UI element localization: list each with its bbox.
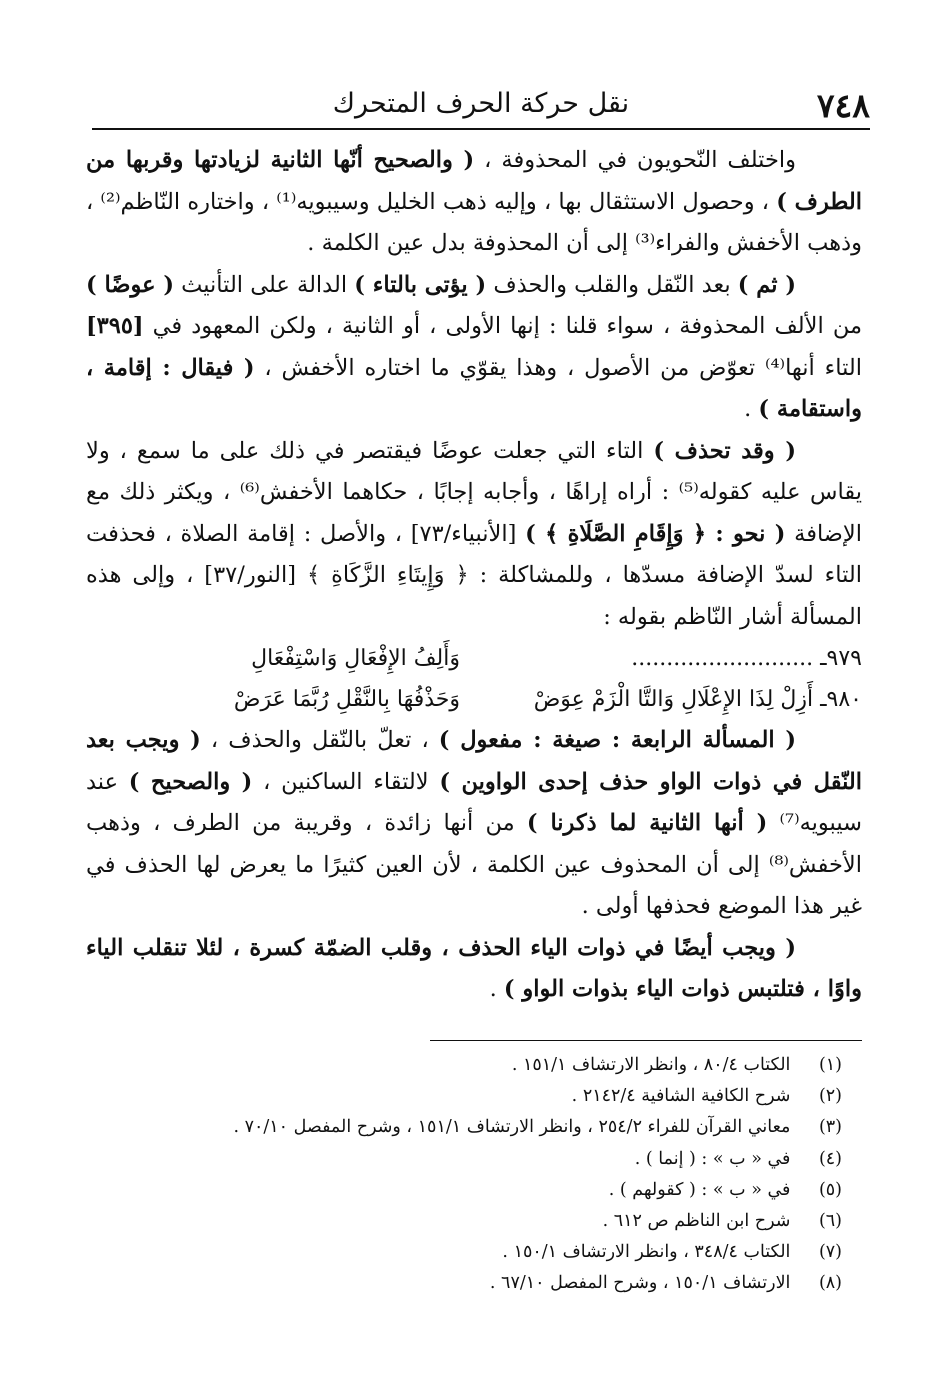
verse-first-hemistich: ٩٨٠ـ أَزِلْ لِذَا الإِعْلَالِ وَالتَّا الْزَمْ عِوَضْ — [533, 687, 862, 712]
footnote-3 — [120, 1112, 842, 1143]
paragraph-1 — [86, 140, 862, 265]
paragraph-5 — [86, 928, 862, 1011]
bold-matn: ( وقد تحذف ) — [653, 437, 796, 464]
paragraph-3 — [86, 431, 862, 639]
bold-matn: ( والصحيح أنّها الثانية لزيادتها وقربها من الطرف ) — [86, 147, 862, 215]
text-run: واختلف النّحويون في المحذوفة ، — [474, 147, 796, 173]
paragraph-2 — [86, 265, 862, 431]
manuscript-page-marker: [٣٩٥] — [86, 313, 144, 339]
footnote-text: الكتاب ٨٠/٤ ، وانظر الارتشاف ١٥١/١ . — [511, 1055, 791, 1075]
text-run: التاء التي جعلت عوضًا فيقتصر في ذلك على ما سمع ، ولا يقاس عليه كقوله⁽⁵⁾ : أراه إراهًا ، وأجابه إجابًا ، حكاهما الأخفش⁽⁶⁾ ، ويكثر ذلك مع الإضافة — [86, 437, 862, 547]
text-run: من الألف المحذوفة ، سواء قلنا : إنها الأولى ، أو الثانية ، ولكن المعهود في — [143, 313, 862, 339]
footnote-text: في « ب » : ( إنما ) . — [634, 1148, 791, 1169]
footnote-2 — [120, 1081, 842, 1112]
footnote-text: شرح الكافية الشافية ٢١٤٢/٤ . — [571, 1086, 791, 1107]
main-text — [86, 140, 862, 1011]
footnote-4 — [120, 1144, 842, 1175]
bold-matn: ( ويجب بعد النّقل في ذوات الواو حذف إحدى الواوين ) — [86, 727, 863, 795]
text-run: . — [489, 976, 504, 1002]
text-run: عند سيبويه⁽⁷⁾ — [86, 768, 862, 836]
paragraph-4 — [86, 720, 862, 928]
footnote-text: شرح ابن الناظم ص ٦١٢ . — [602, 1211, 791, 1232]
footnote-number: (٧) — [818, 1242, 842, 1263]
header-rule — [92, 128, 870, 130]
footnote-text: معاني القرآن للفراء ٢٥٤/٢ ، وانظر الارتشاف ١٥١/١ ، وشرح المفصل ٧٠/١٠ . — [233, 1117, 791, 1138]
text-run: من أنها زائدة ، وقريبة من الطرف ، وذهب الأخفش⁽⁸⁾ إلى أن المحذوف عين الكلمة ، لأن العين كثيرًا ما يعرض لها الحذف في غير هذا الموضع فحذفها أولى . — [86, 810, 862, 919]
bold-matn: ( فيقال : إقامة ، واستقامة ) — [86, 354, 862, 422]
text-run: ، تعلّ بالنّقل والحذف ، — [200, 727, 439, 753]
footnote-number: (٦) — [818, 1211, 842, 1232]
footnote-number: (٤) — [818, 1148, 842, 1169]
footnote-text: الارتشاف ١٥٠/١ ، وشرح المفصل ٦٧/١٠ . — [489, 1273, 791, 1294]
footnote-6 — [120, 1206, 842, 1237]
text-run: بعد النّقل والقلب والحذف — [486, 271, 738, 298]
bold-matn: ( أنها الثانية لما ذكرنا ) — [526, 810, 768, 836]
text-run: . — [744, 396, 759, 422]
text-run: ، وحصول الاستثقال بها ، وإليه ذهب الخليل وسيبويه⁽¹⁾ ، واختاره النّاظم⁽²⁾ ، وذهب الأخفش والفراء⁽³⁾ إلى أن المحذوفة بدل عين الكلمة . — [86, 188, 862, 256]
bold-matn: ( والصحيح ) — [128, 768, 253, 795]
footnotes — [120, 1050, 842, 1300]
verse-second-hemistich: وَأَلِفُ الإِفْعَالِ وَاسْتِفْعَالِ — [251, 646, 460, 671]
page-number: ٧٤٨ — [816, 86, 870, 125]
footnote-5 — [120, 1175, 842, 1206]
bold-matn: ( نحو : ﴿ وَإِقَامِ الصَّلَاةِ ﴾ ) — [525, 520, 786, 547]
verse-980 — [86, 679, 862, 720]
footnote-number: (٨) — [818, 1273, 842, 1294]
bold-matn: ( عوضًا ) — [86, 271, 174, 298]
footnote-number: (١) — [818, 1055, 842, 1075]
text-run: الدالة على التأنيث — [174, 271, 355, 298]
footnote-number: (٣) — [818, 1117, 842, 1138]
footnote-number: (٥) — [818, 1179, 842, 1200]
footnote-text: في « ب » : ( كقولهم ) . — [608, 1179, 791, 1200]
footnote-7 — [120, 1237, 842, 1268]
bold-matn: ( ثم ) — [737, 271, 796, 298]
bold-matn: ( يؤتى بالتاء ) — [354, 271, 487, 298]
text-run: التاء أنها⁽⁴⁾ تعوّض من الأصول ، وهذا يقوّي ما اختاره الأخفش ، — [254, 354, 863, 381]
text-run: [الأنبياء/٧٣] ، والأصل : إقامة الصلاة ، فحذفت التاء لسدّ الإضافة مسدّها ، وللمشاكلة : ﴿ وَإِيتَاءِ الزَّكَاةِ ﴾ [النور/٣٧] ، وإلى هذه المسألة أشار النّاظم بقوله : — [86, 520, 863, 630]
footnote-1 — [120, 1050, 842, 1081]
footnote-8 — [120, 1268, 842, 1299]
verse-first-hemistich: ٩٧٩ـ .......................... — [631, 646, 862, 671]
page-header — [92, 84, 870, 132]
bold-matn: ( ويجب أيضًا في ذوات الياء الحذف ، وقلب الضمّة كسرة ، لئلا تنقلب الياء واوًا ، فتلتبس ذوات الياء بذوات الواو ) — [86, 934, 862, 1002]
running-title: نقل حركة الحرف المتحرك — [332, 88, 630, 119]
bold-matn: ( المسألة الرابعة : صيغة : مفعول ) — [438, 727, 796, 753]
text-run: لالتقاء الساكنين ، — [252, 768, 440, 795]
footnote-text: الكتاب ٣٤٨/٤ ، وانظر الارتشاف ١٥٠/١ . — [502, 1242, 791, 1263]
footnote-rule — [430, 1040, 862, 1041]
verse-second-hemistich: وَحَذْفُهَا بِالنَّقْلِ رُبَّمَا عَرَضْ — [233, 687, 460, 712]
footnote-number: (٢) — [818, 1086, 842, 1107]
verse-979 — [86, 638, 862, 679]
